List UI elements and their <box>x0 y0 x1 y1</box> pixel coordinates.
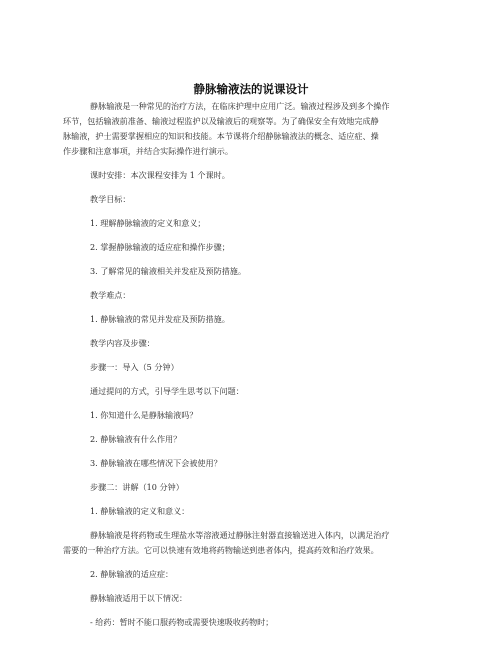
paragraph: 步骤一：导入（5 分钟） <box>90 362 179 372</box>
definition-line: 静脉输液是将药物或生理盐水等溶液通过静脉注射器直接输送进入体内，以满足治疗 <box>90 530 390 540</box>
paragraph: 教学难点： <box>90 290 131 300</box>
paragraph: 课时安排：本次课程安排为 1 个课时。 <box>90 170 230 180</box>
paragraph: 通过提问的方式，引导学生思考以下问题： <box>90 386 244 396</box>
intro-line: 作步骤和注意事项，并结合实际操作进行演示。 <box>63 146 233 156</box>
paragraph: 教学内容及步骤： <box>90 338 155 348</box>
list-item: 1. 你知道什么是静脉输液吗？ <box>90 410 198 420</box>
list-item: 3. 静脉输液在哪些情况下会被使用？ <box>90 458 222 468</box>
list-item: 2. 静脉输液有什么作用？ <box>90 434 182 444</box>
intro-line: 脉输液，护士需要掌握相应的知识和技能。本节课将介绍静脉输液法的概念、适应症、操 <box>63 131 379 141</box>
paragraph: 步骤二：讲解（10 分钟） <box>90 482 184 492</box>
document-title: 静脉输液法的说课设计 <box>193 82 309 96</box>
paragraph: 静脉输液适用于以下情况： <box>90 593 188 603</box>
definition-line: 需要的一种治疗方法。它可以快速有效地将药物输送到患者体内，提高药效和治疗效果。 <box>63 545 379 555</box>
list-item: 1. 理解静脉输液的定义和意义； <box>90 218 206 228</box>
list-item: 3. 了解常见的输液相关并发症及预防措施。 <box>90 266 246 276</box>
paragraph: 教学目标： <box>90 194 131 204</box>
list-item: 2. 掌握静脉输液的适应症和操作步骤； <box>90 242 230 252</box>
intro-line: 静脉输液是一种常见的治疗方法，在临床护理中应用广泛。输液过程涉及到多个操作 <box>90 101 390 111</box>
list-item: 2. 静脉输液的适应症： <box>90 569 174 579</box>
list-item: 1. 静脉输液的定义和意义： <box>90 506 190 516</box>
intro-line: 环节，包括输液前准备、输液过程监护以及输液后的观察等。为了确保安全有效地完成静 <box>63 116 379 126</box>
list-item: 1. 静脉输液的常见并发症及预防措施。 <box>90 314 230 324</box>
list-item: - 给药：暂时不能口服药物或需要快速吸收药物时； <box>90 617 274 627</box>
